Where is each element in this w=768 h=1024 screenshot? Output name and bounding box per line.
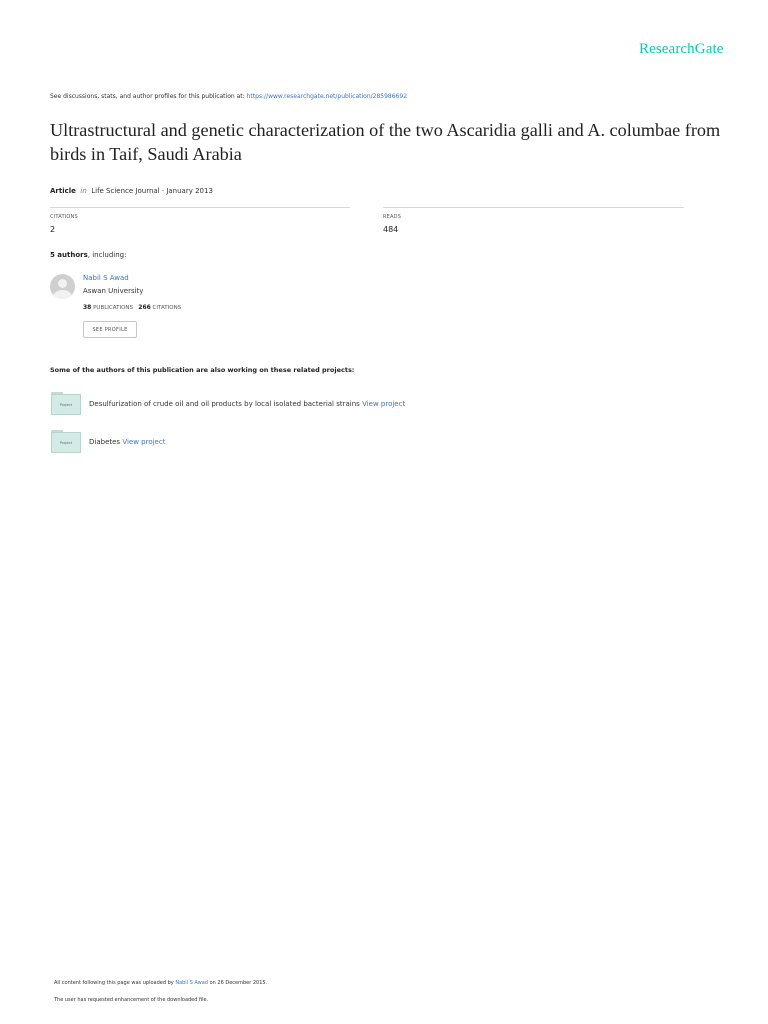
- reads-divider: [383, 207, 684, 208]
- authors-including: , including:: [87, 251, 127, 259]
- avatar-head-shape: [58, 279, 67, 288]
- uploader-link[interactable]: Nabil S Awad: [175, 980, 208, 986]
- publication-title: Ultrastructural and genetic characterization of the two Ascaridia galli and A. columbae from birds in Taif, Saudi Arabia: [50, 120, 721, 164]
- uploaded-by-note: [54, 980, 267, 986]
- author-institution: Aswan University: [83, 287, 144, 295]
- see-discussions-line: [50, 93, 407, 100]
- uploaded-prefix: All content following this page was uploaded by: [54, 980, 174, 986]
- authors-summary: [50, 251, 126, 259]
- citations-divider: [50, 207, 350, 208]
- article-meta: [50, 187, 213, 195]
- project-title: Desulfurization of crude oil and oil products by local isolated bacterial strains: [89, 400, 360, 408]
- project-item: [89, 400, 405, 408]
- project-icon-label: Project: [60, 440, 72, 445]
- author-citations-label: CITATIONS: [152, 305, 182, 311]
- researchgate-logo[interactable]: ResearchGate: [639, 41, 724, 57]
- project-icon-label: Project: [60, 402, 72, 407]
- author-citations-count: 266: [138, 304, 151, 311]
- project-folder-icon: [51, 392, 81, 415]
- reads-value: 484: [383, 225, 399, 234]
- publication-url-link[interactable]: https://www.researchgate.net/publication/285986692: [246, 93, 408, 100]
- author-publications-count: 38: [83, 304, 92, 311]
- author-stats: [83, 304, 181, 311]
- publication-date: · January 2013: [161, 187, 213, 195]
- author-avatar[interactable]: [50, 274, 75, 299]
- uploaded-suffix: on 26 December 2015.: [209, 980, 268, 986]
- related-projects-heading: Some of the authors of this publication are also working on these related projects:: [50, 366, 355, 374]
- project-title: Diabetes: [89, 438, 121, 446]
- folder-body-shape: [51, 394, 81, 415]
- citations-value: 2: [50, 225, 56, 234]
- author-name-link[interactable]: Nabil S Awad: [83, 274, 129, 282]
- see-profile-button[interactable]: SEE PROFILE: [83, 321, 137, 338]
- author-publications-label: PUBLICATIONS: [93, 305, 134, 311]
- project-folder-icon: [51, 430, 81, 453]
- view-project-link[interactable]: View project: [122, 438, 166, 446]
- view-project-link[interactable]: View project: [362, 400, 406, 408]
- journal-name: Life Science Journal: [91, 187, 160, 195]
- folder-body-shape: [51, 432, 81, 453]
- authors-count: 5 authors: [50, 251, 88, 259]
- avatar-body-shape: [53, 290, 72, 299]
- article-in-label: in: [80, 187, 87, 195]
- project-item: [89, 438, 165, 446]
- enhancement-note: The user has requested enhancement of the downloaded file.: [54, 997, 209, 1003]
- reads-label: READS: [383, 214, 402, 220]
- article-type: Article: [50, 187, 76, 195]
- see-discussions-text: See discussions, stats, and author profiles for this publication at:: [50, 93, 245, 100]
- citations-label: CITATIONS: [50, 214, 78, 220]
